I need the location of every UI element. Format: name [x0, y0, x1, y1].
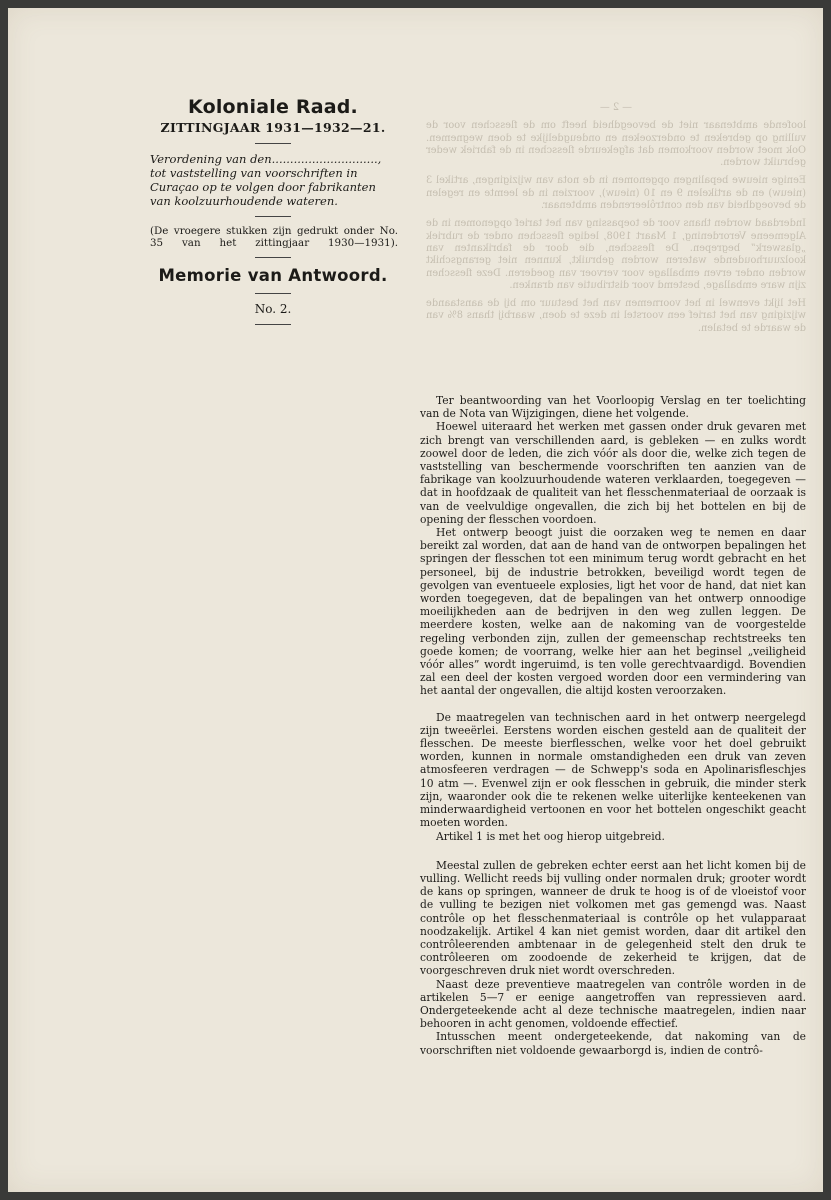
divider [255, 143, 291, 144]
divider [255, 257, 291, 258]
paragraph: Artikel 1 is met het oog hierop uitgebreid. [436, 829, 665, 843]
paragraph: Naast deze preventieve maatregelen van contrôle worden in de artikelen 5—7 er eenige aangetroffen van repressieven aard. Ondergeteekende acht al deze technische maatregelen, indien naar behooren in acht genomen, voldoende effectief. [420, 977, 806, 1031]
document-heading: Memorie van Antwoord. [158, 266, 388, 285]
paragraph: Meestal zullen de gebreken echter eerst aan het licht komen bij de vulling. Wellicht reeds bij vulling onder normalen druk; grooter wordt de kans op springen, wanneer de druk te hoog is of de vloeistof voor de vulling te bezigen niet volkomen met gas gemengd was. Naast contrôle op het flesschenmateriaal is contrôle op het vulapparaat noodzakelijk. Artikel 4 kan niet gemist worden, daar dit artikel den contrôleerenden ambtenaar in de gelegenheid stelt den druk te contrôleeren om zoodoende de zekerheid te krijgen, dat de voorgeschreven druk niet wordt overschreden. [420, 858, 806, 978]
document-number: No. 2. [254, 302, 292, 316]
body-text [420, 394, 806, 1057]
bleed-through-text: — 2 — loofende ambtenaar niet de bevoegdheid heeft om de flesschen voor de vulling op gebreken te onderzoeken en ondeugdelijke te doen wegnemen. Ook moet worden voorkomen dat afgekeurde flesschen in de fabriek weder gebruikt worden. Eenige nieuwe bepalingen opgenomen in de nota van wijzigingen, artikel 3 (nieuw) en de artikelen 9 en 10 (nieuw), voorzien in de leemte en regelen de bevoegdheid van den contrôleerenden ambtenaar. Inderdaad worden thans voor de toepassing van het tarief opgenomen in de Algemeene Verordening, 1 Maart 1908, ledige flesschen onder de rubriek „glaswerk” begrepen. De flesschen, die door de fabrikanten van koolzuurhoudende wateren worden gebruikt, kunnen niet gerangschikt worden onder erven emballage voor vervoer van goederen. Deze flesschen zijn ware emballage, bestemd voor distributie van dranken. Het lijkt evenwel in het voornemen van het bestuur om bij de aanstaande wijziging van het tarief een voorstel in deze te doen, waarbij thans 8% van de waarde te betalen. [426, 102, 806, 334]
divider [255, 293, 291, 294]
session-line: ZITTINGJAAR 1931—1932—21. [160, 120, 386, 135]
paragraph: Hoewel uiteraard het werken met gassen onder druk gevaren met zich brengt van verschillenden aard, is gebleken — en zulks wordt zoowel door de leden, die zich vóór als door die, welke zich tegen de vaststelling van beschermende voorschriften ten aanzien van de fabrikage van koolzuurhoudende wateren verklaarden, toegegeven — dat in hoofdzaak de qualiteit van het flesschenmateriaal de oorzaak is van de veelvuldige ongevallen, die zich bij het bottelen en bij de opening der flesschen voordoen. [420, 420, 806, 526]
ordinance-description: Verordening van den............................., tot vaststelling van voorschriften in Curaçao op te volgen door fabrikanten van koolzuurhoudende wateren. [150, 152, 382, 208]
paragraph: Het ontwerp beoogt juist die oorzaken weg te nemen en daar bereikt zal worden, dat aan de hand van de ontworpen bepalingen het springen der flesschen tot een minimum terug wordt gebracht en het personeel, bij de industrie betrokken, beveiligd wordt tegen de gevolgen van eventueele explosies, ligt het voor de hand, dat niet kan worden toegegeven, dat de bepalingen van het ontwerp onnoodige moeilijkheden aan de bedrijven in den weg zullen leggen. De meerdere kosten, welke aan de nakoming van de voorgestelde regeling verbonden zijn, zullen der gemeenschap rechtstreeks ten goede komen; de voorrang, welke hier aan het beginsel „veiligheid vóór alles” wordt ingeruimd, is ten volle gerechtvaardigd. Bovendien zal een deel der kosten vergoed worden door een vermindering van het aantal der ongevallen, die altijd kosten veroorzaken. [420, 526, 806, 698]
page-title: Koloniale Raad. [188, 96, 358, 118]
paragraph: Intusschen meent ondergeteekende, dat nakoming van de voorschriften niet voldoende gewaarborgd is, indien de contrô- [420, 1030, 806, 1057]
header-block [148, 90, 398, 333]
paragraph: De maatregelen van technischen aard in het ontwerp neergelegd zijn tweeërlei. Eerstens worden eischen gesteld aan de qualiteit der flesschen. De meeste bierflesschen, welke voor het doel gebruikt worden, kunnen in normale omstandigheden een druk van zeven atmosfeeren verdragen — de Schwepp's soda en Apolinarisfleschjes 10 atm —. Evenwel zijn er ook flesschen in gebruik, die minder sterk zijn, waaronder ook die te rekenen welke uiterlijke kenteekenen van minderwaardigheid vertoonen en voor het bottelen ongeschikt geacht moeten worden. [420, 710, 806, 830]
divider [255, 324, 291, 325]
previous-documents-note: (De vroegere stukken zijn gedrukt onder No. 35 van het zittingjaar 1930—1931). [150, 225, 398, 249]
paragraph: Ter beantwoording van het Voorloopig Verslag en ter toelichting van de Nota van Wijzigingen, diene het volgende. [420, 394, 806, 421]
divider [255, 216, 291, 217]
document-page [8, 8, 823, 1192]
